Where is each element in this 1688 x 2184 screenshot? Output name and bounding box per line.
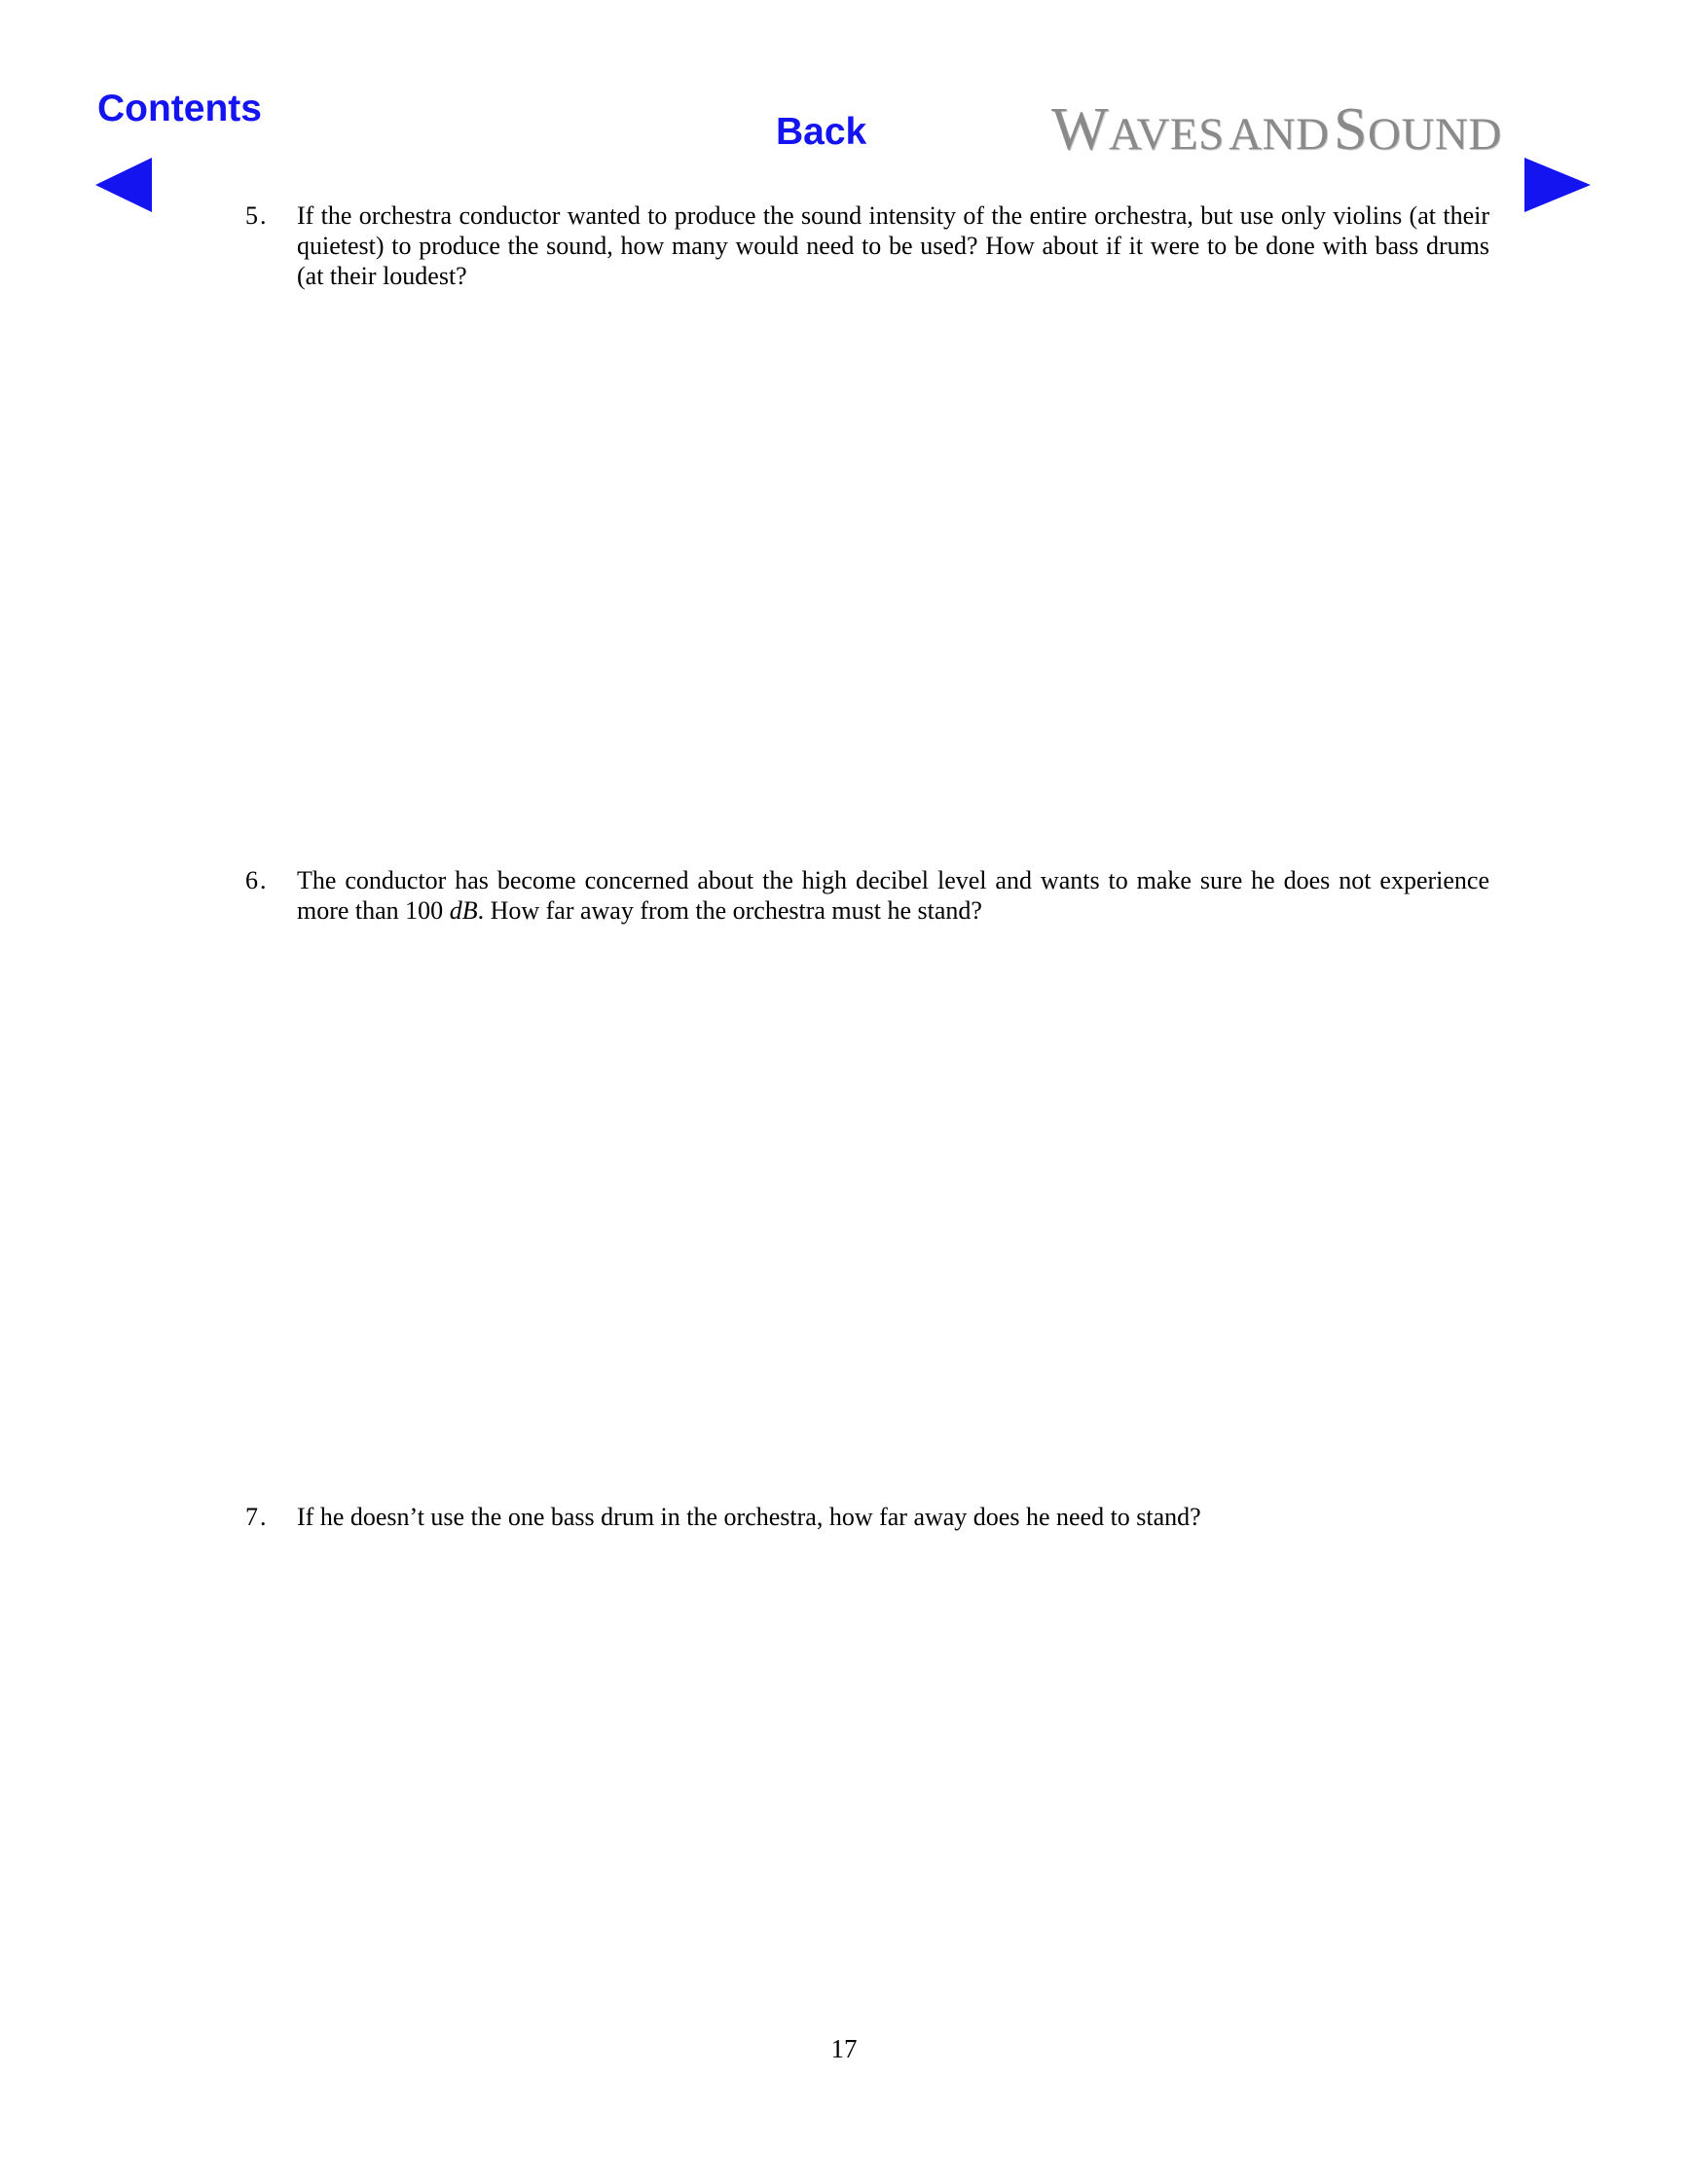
question-number: 6. bbox=[245, 866, 269, 894]
contents-link[interactable]: Contents bbox=[97, 88, 262, 129]
unit-decibel: dB bbox=[449, 896, 478, 925]
back-link[interactable]: Back bbox=[776, 111, 867, 153]
triangle-right-icon bbox=[1523, 156, 1593, 214]
next-page-button[interactable] bbox=[1523, 156, 1593, 214]
page-number: 17 bbox=[830, 2034, 858, 2063]
running-title-aves: AVES bbox=[1109, 109, 1225, 160]
question-text-part: The conductor has become concerned about the high decibel level and wants to make sure he does not experience more than 100 bbox=[297, 866, 1489, 925]
running-title-s: S bbox=[1334, 96, 1369, 163]
question-number: 5. bbox=[245, 201, 269, 230]
running-title-ound: OUND bbox=[1368, 109, 1502, 160]
previous-page-button[interactable] bbox=[93, 156, 154, 214]
running-title bbox=[1051, 96, 1502, 163]
question-number: 7. bbox=[245, 1503, 269, 1531]
question-7 bbox=[245, 1502, 1489, 1532]
question-text: If the orchestra conductor wanted to produce the sound intensity of the entire orchestra, but use only violins (at their quietest) to produce the sound, how many would need to be used? How about if it were to be done with bass drums (at their loudest? bbox=[297, 201, 1489, 290]
question-text: If he doesn’t use the one bass drum in the orchestra, how far away does he need to stand? bbox=[297, 1503, 1201, 1531]
running-title-w: W bbox=[1051, 96, 1110, 163]
question-text bbox=[297, 865, 1489, 926]
question-5 bbox=[245, 200, 1489, 291]
running-title-and: AND bbox=[1229, 109, 1330, 160]
question-6 bbox=[245, 865, 1489, 926]
triangle-left-icon bbox=[93, 156, 154, 214]
question-text-part: . How far away from the orchestra must he stand? bbox=[477, 896, 982, 925]
